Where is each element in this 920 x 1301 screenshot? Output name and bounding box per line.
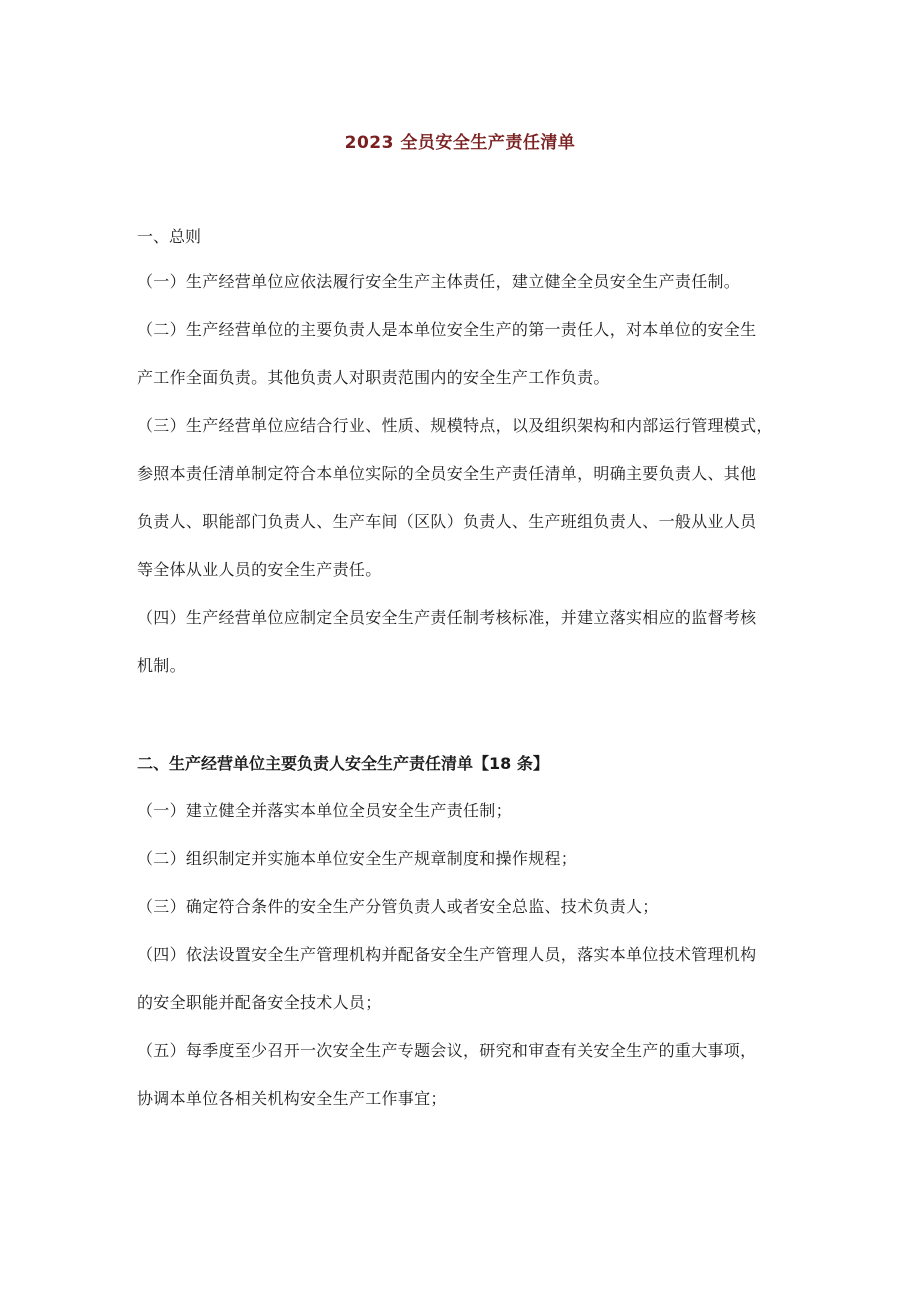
section-2-heading: 二、生产经营单位主要负责人安全生产责任清单【18 条】 <box>137 754 549 773</box>
section-2-line: （三）确定符合条件的安全生产分管负责人或者安全总监、技术负责人； <box>137 897 659 916</box>
section-2-line: （一）建立健全并落实本单位全员安全生产责任制； <box>137 801 512 820</box>
section-2-line: （四）依法设置安全生产管理机构并配备安全生产管理人员，落实本单位技术管理机构 <box>137 945 757 964</box>
section-2-line: （二）组织制定并实施本单位安全生产规章制度和操作规程； <box>137 849 578 868</box>
section-1-line: （四）生产经营单位应制定全员安全生产责任制考核标准，并建立落实相应的监督考核 <box>137 608 757 627</box>
section-1-line: 机制。 <box>137 656 186 675</box>
section-2-line: 的安全职能并配备安全技术人员； <box>137 993 382 1012</box>
section-1-line: 产工作全面负责。其他负责人对职责范围内的安全生产工作负责。 <box>137 368 610 387</box>
section-1-line: （三）生产经营单位应结合行业、性质、规模特点，以及组织架构和内部运行管理模式， <box>137 416 773 435</box>
section-1-heading-wrap <box>137 225 802 249</box>
section-2-line: （五）每季度至少召开一次安全生产专题会议，研究和审查有关安全生产的重大事项， <box>137 1041 757 1060</box>
section-2-body <box>137 787 802 1123</box>
section-1-line: 参照本责任清单制定符合本单位实际的全员安全生产责任清单，明确主要负责人、其他 <box>137 464 757 483</box>
section-1-line: （二）生产经营单位的主要负责人是本单位安全生产的第一责任人，对本单位的安全生 <box>137 320 757 339</box>
section-1-line: 负责人、职能部门负责人、生产车间（区队）负责人、生产班组负责人、一般从业人员 <box>137 512 757 531</box>
section-2-line: 协调本单位各相关机构安全生产工作事宜； <box>137 1089 447 1108</box>
section-2-heading-wrap <box>137 752 802 776</box>
section-1-line: 等全体从业人员的安全生产责任。 <box>137 560 382 579</box>
section-1-body <box>137 258 802 690</box>
document-title: 2023 全员安全生产责任清单 <box>344 133 576 153</box>
section-1-line: （一）生产经营单位应依法履行安全生产主体责任，建立健全全员安全生产责任制。 <box>137 272 741 291</box>
section-1-heading: 一、总则 <box>137 227 202 246</box>
